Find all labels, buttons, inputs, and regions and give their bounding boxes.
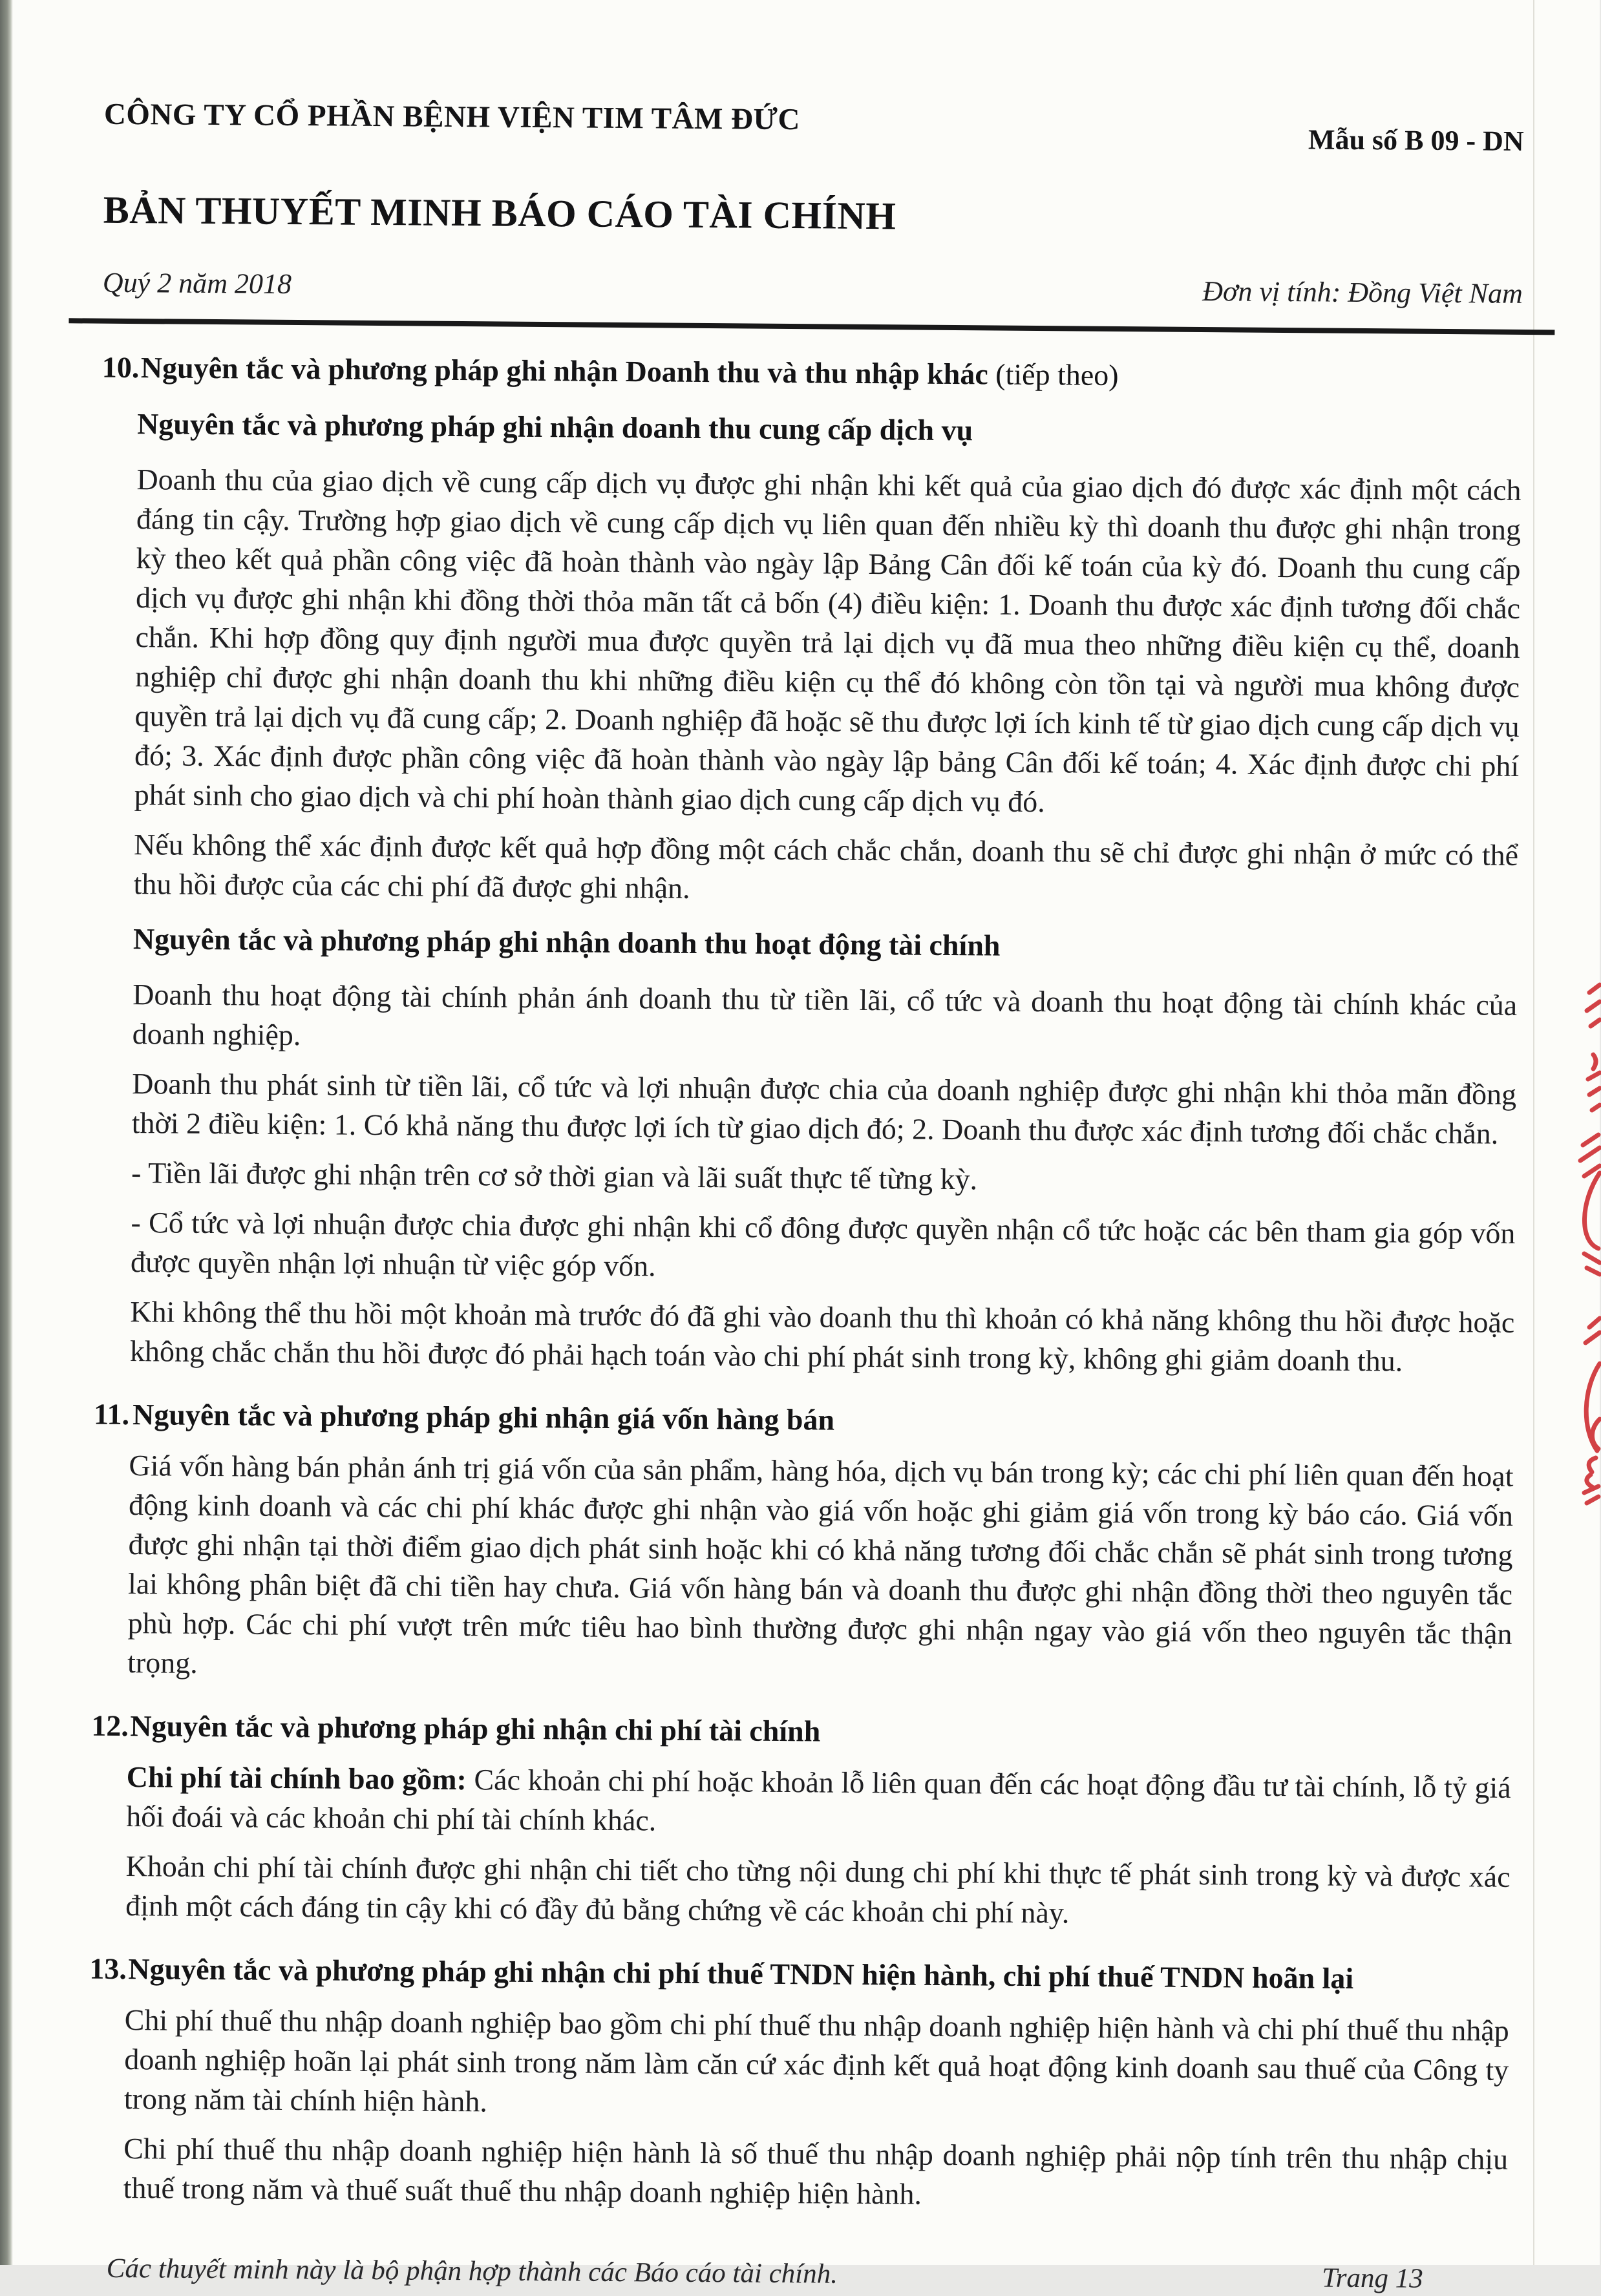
- subsection-heading: Nguyên tắc và phương pháp ghi nhận doanh thu cung cấp dịch vụ: [137, 407, 973, 447]
- paragraph-lead-bold: Chi phí tài chính bao gồm:: [126, 1760, 467, 1796]
- company-name: CÔNG TY CỔ PHẦN BỆNH VIỆN TIM TÂM ĐỨC: [103, 97, 801, 137]
- section-number: 10.: [101, 350, 140, 384]
- paragraph-dash: - Cổ tức và lợi nhuận được chia được ghi nhận khi cổ đông được quyền nhận cổ tức hoặc các bên tham gia góp vốn được quyền nhận lợi nhuận từ việc góp vốn.: [130, 1206, 1516, 1283]
- section-heading: [102, 347, 1522, 399]
- section-13: [88, 1948, 1510, 2218]
- document-title: BẢN THUYẾT MINH BÁO CÁO TÀI CHÍNH: [103, 188, 896, 238]
- paragraph: Doanh thu phát sinh từ tiền lãi, cổ tức và lợi nhuận được chia của doanh nghiệp được ghi nhận khi thỏa mãn đồng thời 2 điều kiện: 1. Có khả năng thu được lợi ích từ giao dịch đó; 2. Doanh thu được xác định tương đối chắc chắn.: [131, 1067, 1517, 1150]
- header-sub-row: [103, 266, 1523, 310]
- section-number: 13.: [89, 1952, 127, 1986]
- section-title: Nguyên tắc và phương pháp ghi nhận chi phí thuế TNDN hiện hành, chi phí thuế TNDN hoãn lại: [128, 1952, 1354, 1995]
- section-heading: [94, 1394, 1514, 1446]
- currency-unit: Đơn vị tính: Đồng Việt Nam: [1202, 275, 1523, 310]
- paragraph: Khi không thể thu hồi một khoản mà trước đó đã ghi vào doanh thu thì khoản có khả năng không thu hồi được hoặc không chắc chắn thu hồi được đó phải hạch toán vào chi phí phát sinh trong kỳ, không ghi giảm doanh thu.: [129, 1295, 1515, 1378]
- paragraph: Chi phí thuế thu nhập doanh nghiệp bao gồm chi phí thuế thu nhập doanh nghiệp hiện hành và chi phí thuế thu nhập doanh nghiệp hoãn lại phát sinh trong năm làm căn cứ xác định kết quả hoạt động kinh doanh sau thuế của Công ty trong năm tài chính hiện hành.: [123, 2003, 1509, 2118]
- section-title-bold: Nguyên tắc và phương pháp ghi nhận Doanh thu và thu nhập khác: [140, 351, 988, 391]
- paragraph: [126, 1757, 1511, 1847]
- section-number: 11.: [93, 1397, 130, 1431]
- section-10: [94, 347, 1522, 1382]
- paragraph: Chi phí thuế thu nhập doanh nghiệp hiện hành là số thuế thu nhập doanh nghiệp phải nộp tính trên thu nhập chịu thuế trong năm và thuế suất thuế thu nhập doanh nghiệp hiện hành.: [123, 2132, 1509, 2211]
- paragraph: Giá vốn hàng bán phản ánh trị giá vốn của sản phẩm, hàng hóa, dịch vụ bán trong kỳ; các chi phí liên quan đến hoạt động kinh doanh và các chi phí khác được ghi nhận vào giá vốn hoặc ghi giảm giá vốn trong kỳ báo cáo. Giá vốn được ghi nhận tại thời điểm giao dịch phát sinh hoặc khi có khả năng tương đối chắc chắn sẽ phát sinh trong tương lai không phân biệt đã chi tiền hay chưa. Giá vốn hàng bán và doanh thu được ghi nhận đồng thời theo nguyên tắc phù hợp. Các chi phí vượt trên mức tiêu hao bình thường được ghi nhận ngay vào giá vốn theo nguyên tắc thận trọng.: [127, 1449, 1514, 1680]
- page-number: Trang 13: [1322, 2262, 1423, 2294]
- section-title: Nguyên tắc và phương pháp ghi nhận giá vốn hàng bán: [132, 1398, 835, 1437]
- subsection-heading: Nguyên tắc và phương pháp ghi nhận doanh thu hoạt động tài chính: [133, 922, 1001, 962]
- page-footer: [107, 2253, 1507, 2295]
- header-divider: [69, 318, 1554, 335]
- section-11: [92, 1394, 1514, 1693]
- paragraph-rest: Các khoản chi phí hoặc khoản lỗ liên quan đến các hoạt động đầu tư tài chính, lỗ tỷ giá hối đoái và các khoản chi phí tài chính khác.: [126, 1763, 1511, 1837]
- paragraph: Doanh thu của giao dịch về cung cấp dịch vụ được ghi nhận khi kết quả của giao dịch đó được xác định một cách đáng tin cậy. Trường hợp giao dịch về cung cấp dịch vụ liên quan đến nhiều kỳ thì doanh thu được ghi nhận trong kỳ theo kết quả phần công việc đã hoàn thành vào ngày lập Bảng Cân đối kế toán của kỳ đó. Doanh thu cung cấp dịch vụ được ghi nhận khi đồng thời thỏa mãn tất cả bốn (4) điều kiện: 1. Doanh thu được xác định tương đối chắc chắn. Khi hợp đồng quy định người mua được quyền trả lại dịch vụ đã mua theo những điều kiện cụ thể, doanh nghiệp chỉ được ghi nhận doanh thu khi những điều kiện cụ thể đó không còn tồn tại và người mua không được quyền trả lại dịch vụ đã cung cấp; 2. Doanh nghiệp đã hoặc sẽ thu được lợi ích kinh tế từ giao dịch cung cấp dịch vụ đó; 3. Xác định được phần công việc đã hoàn thành vào ngày lập bảng Cân đối kế toán; 4. Xác định được chi phí phát sinh cho giao dịch và chi phí hoàn thành giao dịch cung cấp dịch vụ đó.: [134, 463, 1521, 819]
- section-title: Nguyên tắc và phương pháp ghi nhận chi phí tài chính: [130, 1709, 821, 1748]
- header-top-row: [104, 97, 1525, 158]
- section-12: [90, 1705, 1512, 1936]
- paragraph-dash: - Tiền lãi được ghi nhận trên cơ sở thời gian và lãi suất thực tế từng kỳ.: [131, 1156, 978, 1196]
- form-number: Mẫu số B 09 - DN: [1308, 123, 1524, 157]
- paragraph: Doanh thu hoạt động tài chính phản ánh doanh thu từ tiền lãi, cổ tức và doanh thu hoạt động tài chính khác của doanh nghiệp.: [132, 978, 1518, 1052]
- section-heading: [91, 1705, 1511, 1758]
- section-number: 12.: [91, 1709, 129, 1743]
- section-heading: [89, 1948, 1509, 2001]
- section-title: [141, 347, 1119, 396]
- footer-note: Các thuyết minh này là bộ phận hợp thành các Báo cáo tài chính.: [106, 2253, 838, 2290]
- paragraph: Khoản chi phí tài chính được ghi nhận chi tiết cho từng nội dung chi phí khi thực tế phát sinh trong kỳ và được xác định một cách đáng tin cậy khi có đầy đủ bằng chứng về các khoản chi phí này.: [125, 1849, 1511, 1930]
- section-title-suffix: (tiếp theo): [988, 357, 1119, 392]
- report-period: Quý 2 năm 2018: [102, 266, 292, 300]
- paragraph: Nếu không thể xác định được kết quả hợp đồng một cách chắc chắn, doanh thu sẽ chỉ được ghi nhận ở mức có thể thu hồi được của các chi phí đã được ghi nhận.: [133, 828, 1519, 905]
